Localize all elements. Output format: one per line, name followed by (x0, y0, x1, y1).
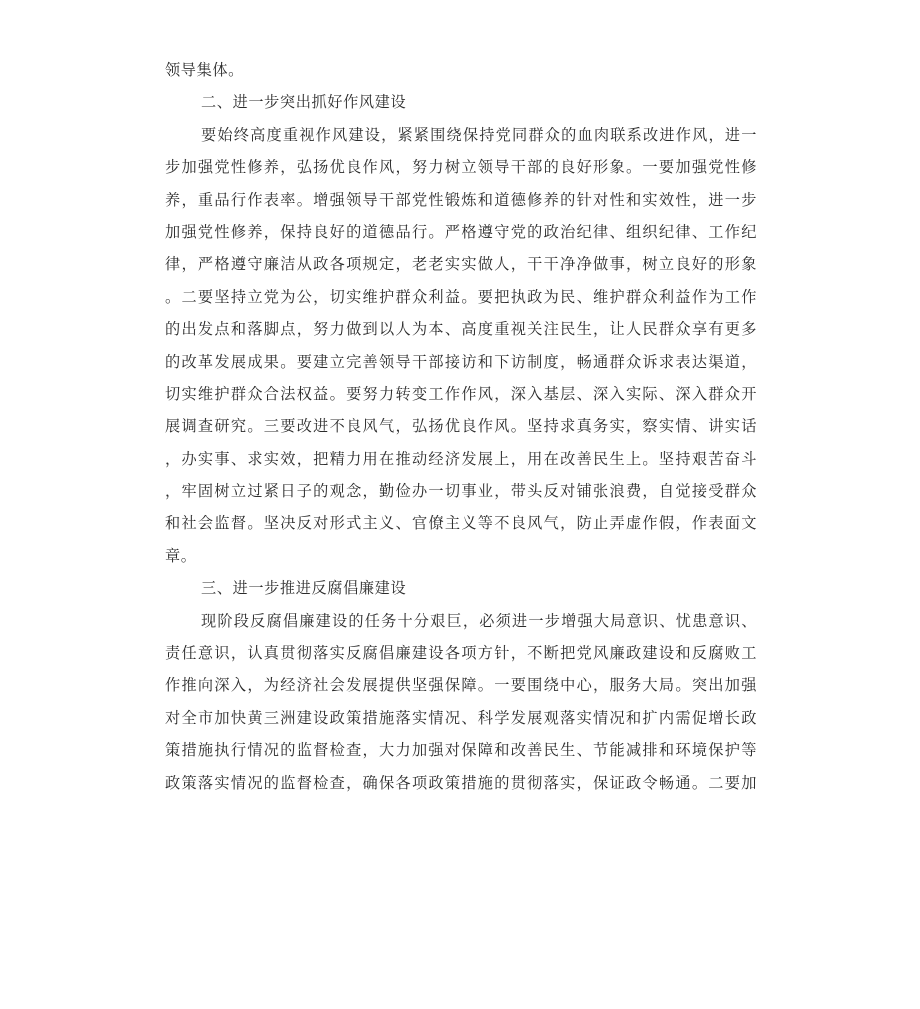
paragraph-line: 要始终高度重视作风建设，紧紧围绕保持党同群众的血肉联系改进作风，进一 (201, 125, 757, 144)
paragraph-line: 步加强党性修养，弘扬优良作风，努力树立领导干部的良好形象。一要加强党性修 (165, 158, 757, 177)
paragraph-line: 对全市加快黄三洲建设政策措施落实情况、科学发展观落实情况和扩内需促增长政 (165, 708, 757, 727)
paragraph-line: 的改革发展成果。要建立完善领导干部接访和下访制度，畅通群众诉求表达渠道， (165, 352, 757, 371)
section-heading: 三、进一步推进反腐倡廉建设 (201, 579, 407, 598)
paragraph-line: 加强党性修养，保持良好的道德品行。严格遵守党的政治纪律、组织纪律、工作纪 (165, 222, 757, 241)
section-heading: 二、进一步突出抓好作风建设 (201, 93, 407, 112)
paragraph-line: 的出发点和落脚点，努力做到以人为本、高度重视关注民生，让人民群众享有更多 (165, 320, 757, 339)
paragraph-line: 章。 (165, 546, 197, 565)
paragraph-line: 。二要坚持立党为公，切实维护群众利益。要把执政为民、维护群众利益作为工作 (165, 287, 757, 306)
paragraph-line: 和社会监督。坚决反对形式主义、官僚主义等不良风气，防止弄虚作假，作表面文 (165, 514, 757, 533)
paragraph-line: 展调查研究。三要改进不良风气，弘扬优良作风。坚持求真务实，察实情、讲实话 (165, 417, 757, 436)
paragraph-line: 律，严格遵守廉洁从政各项规定，老老实实做人，干干净净做事，树立良好的形象 (165, 255, 757, 274)
paragraph-line: ，牢固树立过紧日子的观念，勤俭办一切事业，带头反对铺张浪费，自觉接受群众 (165, 482, 757, 501)
paragraph-line: 切实维护群众合法权益。要努力转变工作作风，深入基层、深入实际、深入群众开 (165, 384, 757, 403)
paragraph-line: 领导集体。 (165, 61, 244, 79)
paragraph-line: ，办实事、求实效，把精力用在推动经济发展上，用在改善民生上。坚持艰苦奋斗 (165, 449, 757, 468)
paragraph-line: 现阶段反腐倡廉建设的任务十分艰巨，必须进一步增强大局意识、忧患意识、 (201, 611, 757, 630)
paragraph-line: 责任意识，认真贯彻落实反腐倡廉建设各项方针，不断把党风廉政建设和反腐败工 (165, 644, 757, 663)
paragraph-line: 作推向深入，为经济社会发展提供坚强保障。一要围绕中心，服务大局。突出加强 (165, 676, 757, 695)
paragraph-line: 策措施执行情况的监督检查，大力加强对保障和改善民生、节能减排和环境保护等 (165, 741, 757, 760)
paragraph-line: 政策落实情况的监督检查，确保各项政策措施的贯彻落实，保证政令畅通。二要加 (165, 773, 757, 792)
paragraph-line: 养，重品行作表率。增强领导干部党性锻炼和道德修养的针对性和实效性，进一步 (165, 190, 757, 209)
body-text (165, 54, 757, 799)
